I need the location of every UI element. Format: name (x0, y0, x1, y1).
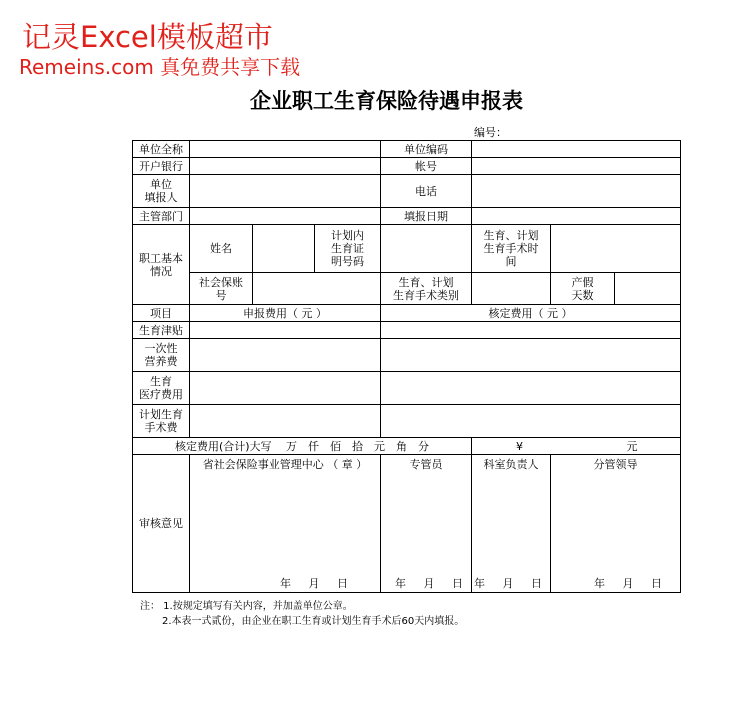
leader-date: 年 月 日 (594, 576, 663, 590)
field-phone[interactable] (472, 175, 681, 208)
review-section-head[interactable] (472, 455, 551, 593)
label-phone: 电话 (381, 175, 472, 208)
label-total-uppercase: 核定费用(合计)大写 万 仟 佰 拾 元 角 分 (133, 438, 472, 455)
label-reporter: 单位 填报人 (133, 175, 190, 208)
field-allowance-declared[interactable] (190, 322, 381, 339)
field-dept[interactable] (190, 208, 381, 225)
maternity-insurance-form (132, 140, 681, 593)
officer-date: 年 月 日 (395, 576, 464, 590)
center-label: 省社会保险事业管理中心 （ 章 ） (202, 457, 368, 471)
field-surgery-type[interactable] (472, 273, 551, 305)
label-name: 姓名 (190, 225, 253, 273)
review-officer[interactable] (381, 455, 472, 593)
form-title: 企业职工生育保险待遇申报表 (250, 88, 523, 113)
label-declared-fee: 申报费用（ 元 ） (190, 305, 381, 322)
field-unit-name[interactable] (190, 141, 381, 158)
label-plan-cert: 计划内 生育证 明号码 (315, 225, 381, 273)
label-unit-code: 单位编码 (381, 141, 472, 158)
label-medical: 生育 医疗费用 (133, 372, 190, 405)
label-bank: 开户银行 (133, 158, 190, 175)
label-ss-number: 社会保账 号 (190, 273, 253, 305)
label-basic-info: 职工基本 情况 (133, 225, 190, 305)
label-nutrition: 一次性 营养费 (133, 339, 190, 372)
field-nutrition-approved[interactable] (381, 339, 681, 372)
label-allowance: 生育津贴 (133, 322, 190, 339)
field-surgery-time[interactable] (551, 225, 681, 273)
field-reporter[interactable] (190, 175, 381, 208)
label-surgery-type: 生育、计划 生育手术类别 (381, 273, 472, 305)
note-2: 2.本表一式贰份，由企业在职工生育或计划生育手术后60天内填报。 (162, 616, 465, 627)
review-center[interactable] (190, 455, 381, 593)
total-amount[interactable] (472, 438, 681, 455)
field-account[interactable] (472, 158, 681, 175)
field-allowance-approved[interactable] (381, 322, 681, 339)
field-medical-approved[interactable] (381, 372, 681, 405)
label-item: 项目 (133, 305, 190, 322)
label-approved-fee: 核定费用（ 元 ） (381, 305, 681, 322)
label-account: 帐号 (381, 158, 472, 175)
serial-number-label: 编号： (474, 126, 507, 139)
center-date: 年 月 日 (280, 576, 349, 590)
label-surgery-time: 生育、计划 生育手术时 间 (472, 225, 551, 273)
field-nutrition-declared[interactable] (190, 339, 381, 372)
section-head-label: 科室负责人 (483, 457, 539, 471)
field-bank[interactable] (190, 158, 381, 175)
label-dept: 主管部门 (133, 208, 190, 225)
officer-label: 专管员 (409, 457, 443, 471)
label-date: 填报日期 (381, 208, 472, 225)
yen-symbol: ¥ (516, 439, 524, 453)
field-surgery-declared[interactable] (190, 405, 381, 438)
section-head-date: 年 月 日 (474, 576, 543, 590)
label-surgery-fee: 计划生育 手术费 (133, 405, 190, 438)
leader-label: 分管领导 (593, 457, 638, 471)
yuan-label: 元 (626, 439, 638, 453)
label-leave-days: 产假 天数 (551, 273, 615, 305)
watermark-title: 记灵Excel模板超市 (22, 20, 273, 54)
field-date[interactable] (472, 208, 681, 225)
field-leave-days[interactable] (615, 273, 681, 305)
note-1: 注： 1.按规定填写有关内容，并加盖单位公章。 (140, 601, 353, 612)
label-unit-name: 单位全称 (133, 141, 190, 158)
field-name[interactable] (253, 225, 315, 273)
field-surgery-approved[interactable] (381, 405, 681, 438)
field-plan-cert[interactable] (381, 225, 472, 273)
label-review: 审核意见 (133, 455, 190, 593)
field-medical-declared[interactable] (190, 372, 381, 405)
field-ss-number[interactable] (253, 273, 381, 305)
review-leader[interactable] (551, 455, 681, 593)
field-unit-code[interactable] (472, 141, 681, 158)
watermark-subtitle: Remeins.com 真免费共享下载 (19, 55, 301, 79)
footnotes (140, 599, 464, 629)
